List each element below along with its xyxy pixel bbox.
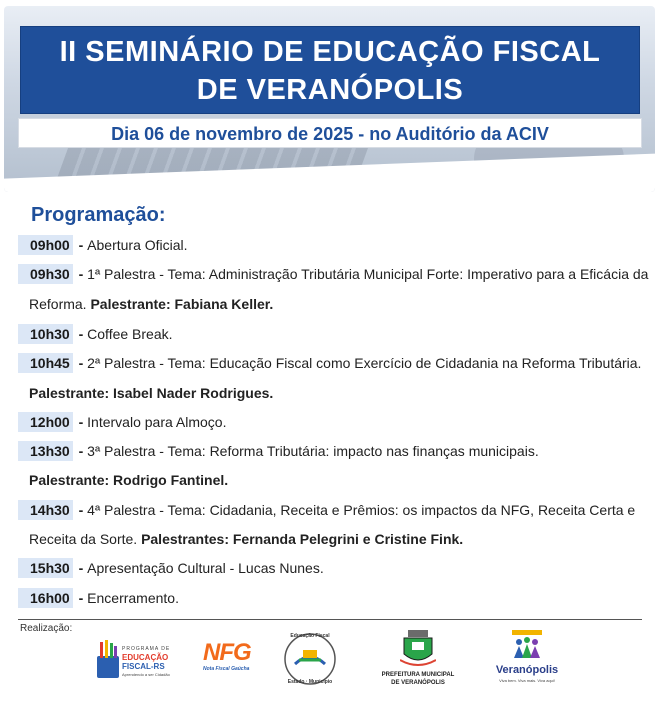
- coat-of-arms-icon: [400, 630, 436, 668]
- program-item: 10h30 - Coffee Break.: [18, 324, 173, 344]
- item-text: 1ª Palestra - Tema: Administração Tributária Municipal Forte: Imperativo para a Eficácia da: [87, 266, 649, 282]
- program-item: 16h00 - Encerramento.: [18, 588, 179, 608]
- page-title: [20, 33, 640, 109]
- speaker: Palestrante: Rodrigo Fantinel.: [29, 472, 229, 488]
- item-text-cont: Receita da Sorte.: [29, 531, 142, 547]
- item-text: Apresentação Cultural - Lucas Nunes.: [87, 560, 324, 576]
- time-tag: 12h00: [18, 412, 73, 432]
- veranopolis-wordmark: Veranópolis: [495, 664, 559, 676]
- time-tag: 10h30: [18, 324, 73, 344]
- coop-bottom-text: Estado · Município: [287, 679, 333, 685]
- speaker: Palestrantes: Fernanda Pelegrini e Cristine Fink.: [141, 531, 464, 547]
- coop-logo: [281, 630, 339, 688]
- pef-line3: FISCAL-RS: [122, 662, 165, 671]
- item-text: Coffee Break.: [87, 326, 173, 342]
- item-text: Abertura Oficial.: [87, 237, 188, 253]
- time-tag: 13h30: [18, 441, 73, 461]
- speaker: Palestrante: Isabel Nader Rodrigues.: [29, 385, 274, 401]
- prefeitura-logo: [378, 630, 458, 690]
- time-tag: 14h30: [18, 500, 73, 520]
- title-line-2: DE VERANÓPOLIS: [196, 74, 464, 106]
- pef-tagline: Aprendendo a ser Cidadão: [122, 672, 170, 677]
- program-item: 12h00 - Intervalo para Almoço.: [18, 412, 226, 432]
- prefeitura-line1: PREFEITURA MUNICIPAL: [381, 672, 455, 678]
- program-item: 13h30 - 3ª Palestra - Tema: Reforma Tributária: impacto nas finanças municipais.: [18, 441, 539, 461]
- footer-divider: [18, 619, 642, 620]
- time-tag: 09h30: [18, 264, 73, 284]
- program-heading: Programação:: [31, 204, 166, 226]
- program-item: 15h30 - Apresentação Cultural - Lucas Nunes.: [18, 558, 324, 578]
- time-tag: 16h00: [18, 588, 73, 608]
- nfg-logo: [203, 640, 261, 684]
- program-item: 10h45 - 2ª Palestra - Tema: Educação Fiscal como Exercício de Cidadania na Reforma Tributária.: [18, 353, 641, 373]
- item-text: 4ª Palestra - Tema: Cidadania, Receita e Prêmios: os impactos da NFG, Receita Certa e: [87, 502, 636, 518]
- time-tag: 09h00: [18, 235, 73, 255]
- veranopolis-logo: [494, 630, 560, 690]
- nfg-subtitle: Nota Fiscal Gaúcha: [203, 666, 250, 672]
- coop-top-text: Educação Fiscal: [290, 633, 330, 639]
- item-text: Encerramento.: [87, 590, 179, 606]
- program-item-continuation: [29, 529, 463, 549]
- veranopolis-tagline: Viva bem. Viva mais. Viva aqui!: [499, 678, 555, 683]
- pef-line1: PROGRAMA DE: [122, 646, 171, 652]
- program-item-continuation: [29, 294, 273, 314]
- speaker: Palestrante: Fabiana Keller.: [90, 296, 274, 312]
- program-item: 09h00 - Abertura Oficial.: [18, 235, 188, 255]
- item-text: 2ª Palestra - Tema: Educação Fiscal como Exercício de Cidadania na Reforma Tributária.: [87, 355, 642, 371]
- people-figure-icon: [510, 630, 544, 662]
- program-item: 09h30 - 1ª Palestra - Tema: Administração Tributária Municipal Forte: Imperativo para a Eficácia da: [18, 264, 648, 284]
- pef-logo: [95, 636, 185, 688]
- decor-dot: [494, 184, 501, 191]
- program-item-continuation: [29, 470, 228, 490]
- decor-dot: [511, 184, 518, 191]
- item-text: 3ª Palestra - Tema: Reforma Tributária: impacto nas finanças municipais.: [87, 443, 539, 459]
- program-item-continuation: [29, 383, 273, 403]
- prefeitura-line2: DE VERANÓPOLIS: [391, 680, 445, 686]
- pef-line2: EDUCAÇÃO: [122, 653, 169, 662]
- time-tag: 15h30: [18, 558, 73, 578]
- event-date: Dia 06 de novembro de 2025 - no Auditório da ACIV: [111, 124, 549, 144]
- nfg-mark: NFG: [203, 639, 251, 666]
- title-line-1: II SEMINÁRIO DE EDUCAÇÃO FISCAL: [59, 36, 601, 68]
- item-text: Intervalo para Almoço.: [87, 414, 227, 430]
- realizacao-label: Realização:: [20, 623, 73, 634]
- item-text-cont: Reforma.: [29, 296, 91, 312]
- time-tag: 10h45: [18, 353, 73, 373]
- pencil-cup-icon: [95, 640, 121, 680]
- program-item: 14h30 - 4ª Palestra - Tema: Cidadania, Receita e Prêmios: os impactos da NFG, Receita Certa e: [18, 500, 635, 520]
